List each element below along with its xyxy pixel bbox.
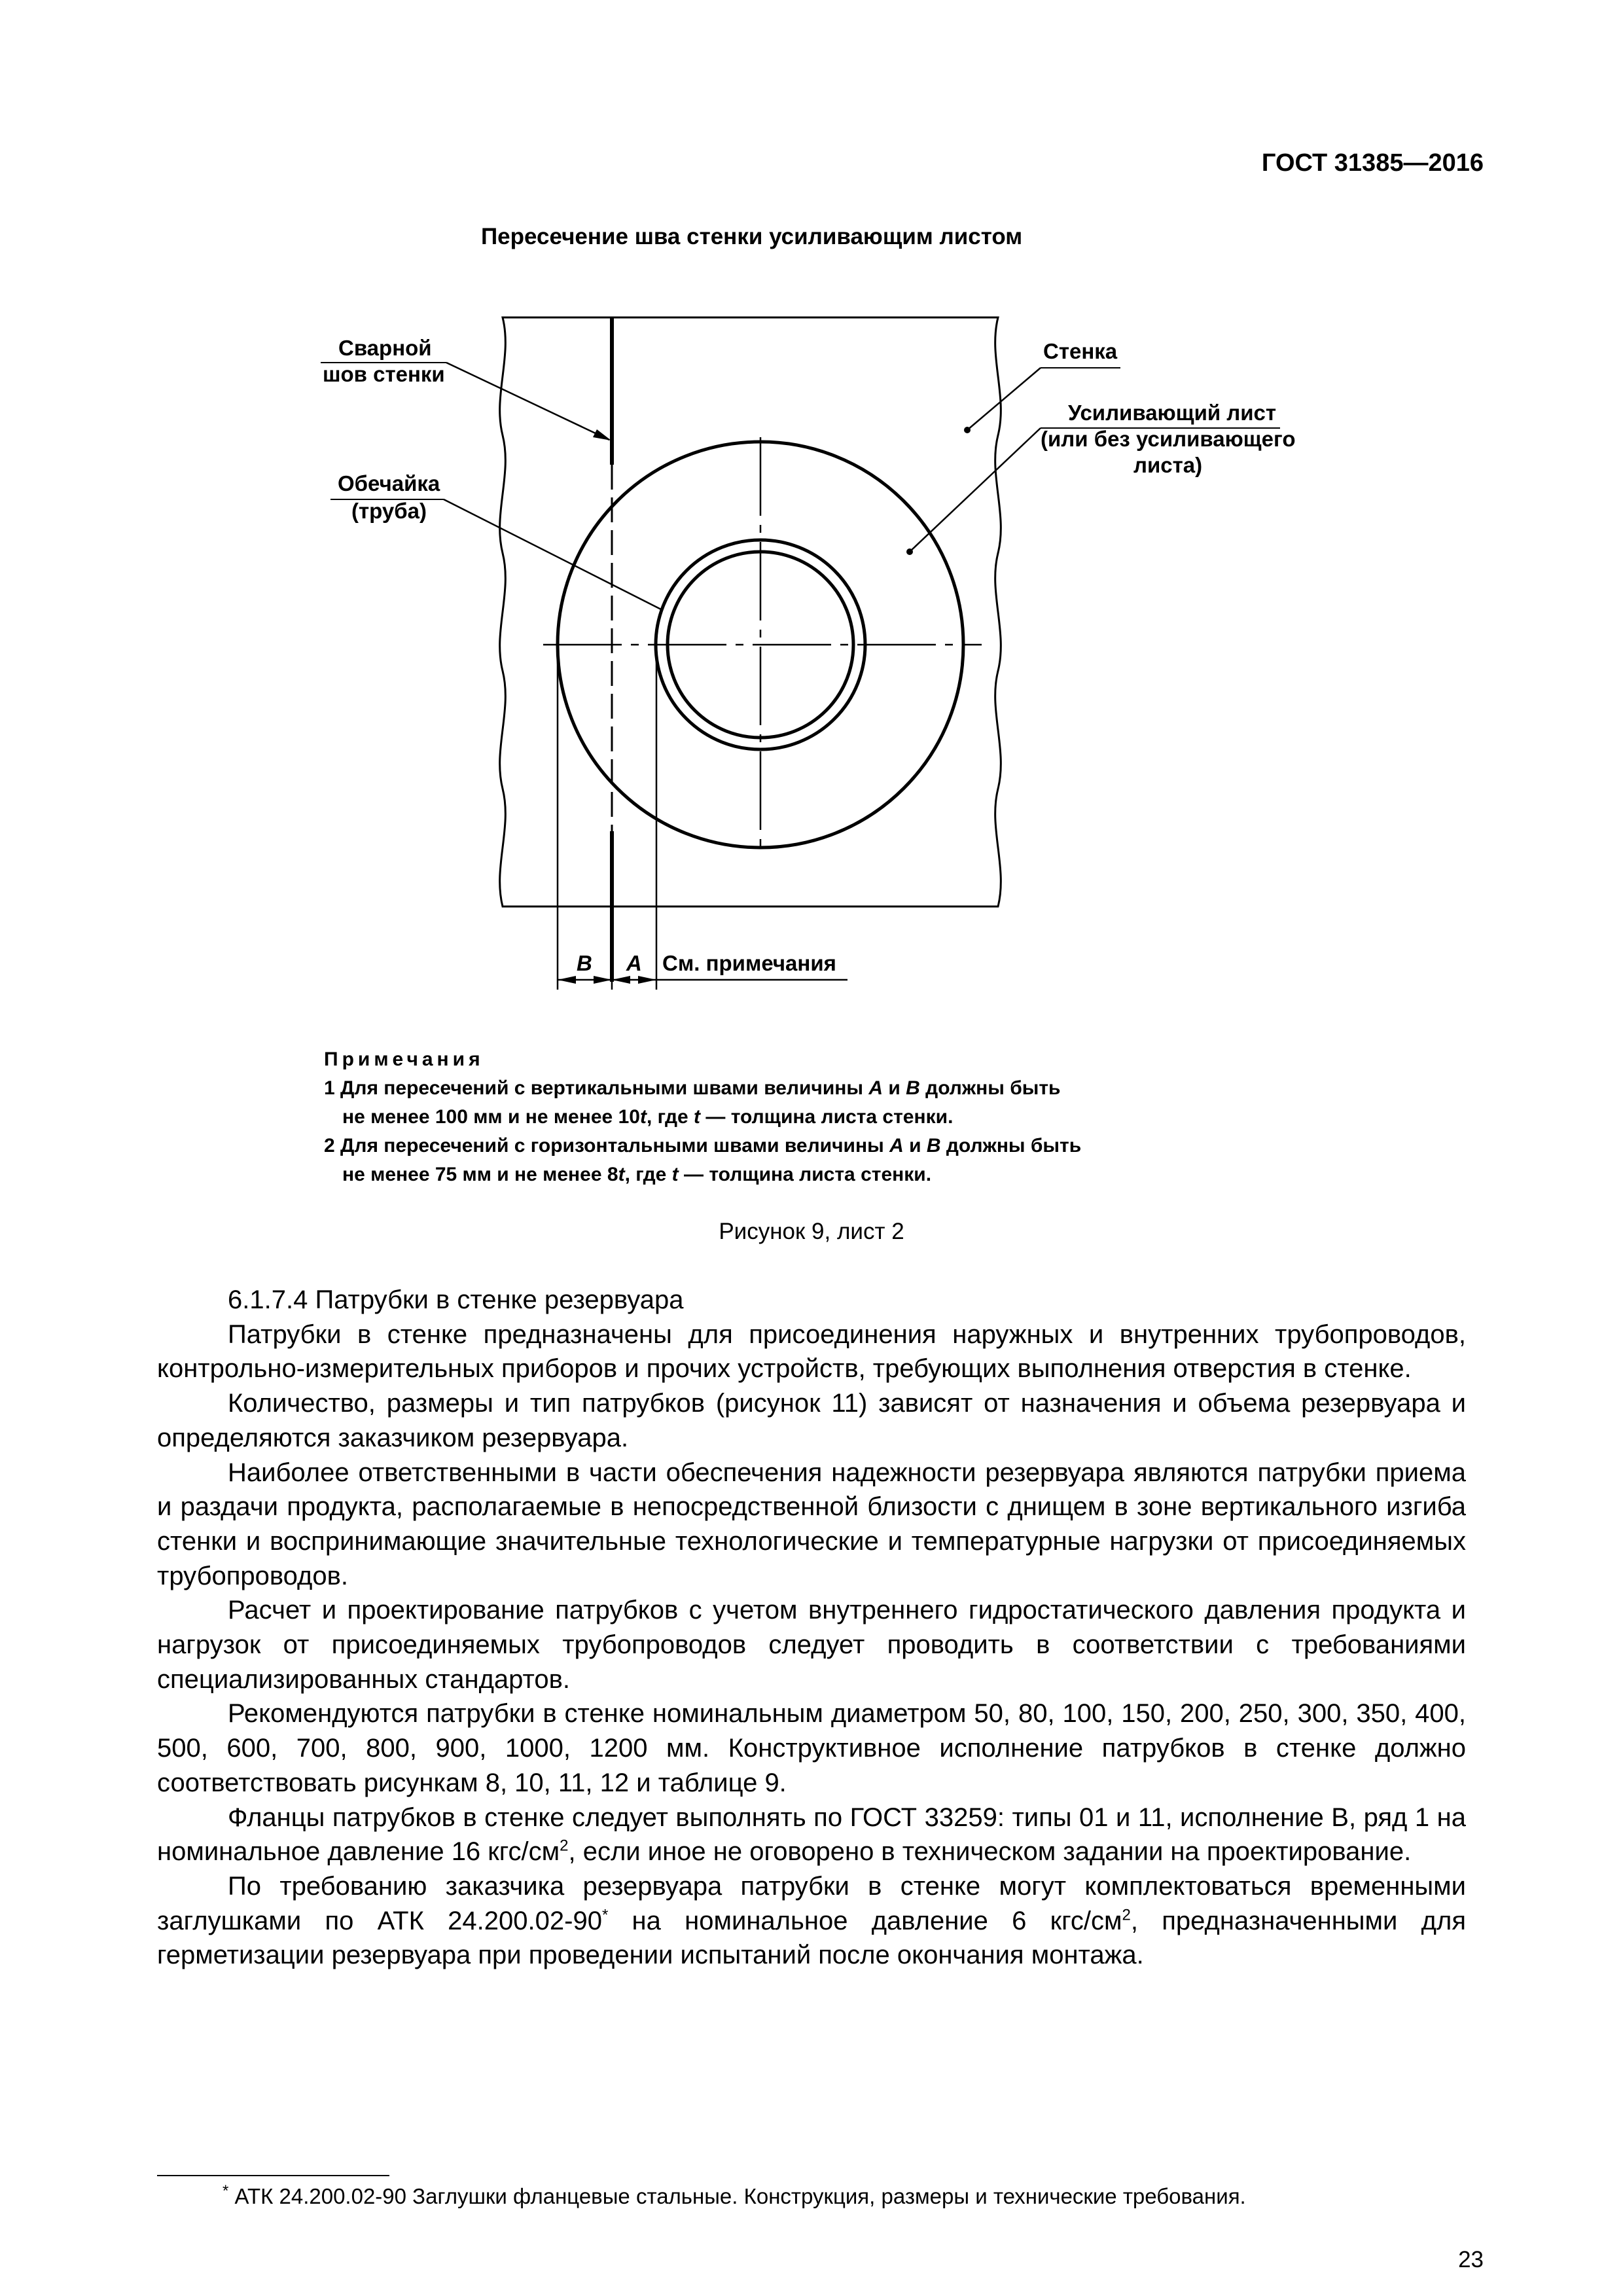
note-2-line-1: 2 Для пересечений с горизонтальными швами величины A и B должны быть [324,1135,1082,1157]
wall-label: Стенка [1043,339,1118,363]
dim-arrow-b-right [594,976,612,984]
plate-label-line2: (или без усиливающего [1041,427,1296,451]
paragraph-7: По требованию заказчика резервуара патрубки в стенке могут комплектоваться временными заглушками по АТК 24.200.02-90* на номинальное давление 6 кгс/$см^2$, предназначенными для герметизации резервуара при проведении испытаний после окончания монтажа. [157,1871,1466,1970]
dim-label-a: A [626,951,642,975]
note-1-line-2: не менее 100 мм и не менее 10t, где t — толщина листа стенки. [342,1106,954,1128]
figure-title: Пересечение шва стенки усиливающим листом [481,224,1023,249]
see-notes-label: См. примечания [662,951,836,975]
paragraph-4: Расчет и проектирование патрубков с учетом внутреннего гидростатического давления продукта и нагрузок от присоединяемых трубопроводов следует проводить в соответствии с требованиями специализированных стандартов. [157,1596,1466,1694]
wall-leader [967,368,1041,430]
plate-label-line1: Усиливающий лист [1068,401,1277,425]
note-1-line-1: 1 Для пересечений с вертикальными швами величины A и B должны быть [324,1077,1061,1099]
footnote-mark: * [223,2182,229,2200]
footnote: * АТК 24.200.02-90 Заглушки фланцевые стальные. Конструкция, размеры и технические требования. [223,2182,1246,2208]
notes-heading: Примечания [324,1049,484,1070]
weld-leader-arrow [593,429,611,440]
wall-leader-dot [964,427,971,433]
shell-leader [444,499,662,610]
wall-sheet-outline [500,317,1001,906]
footnote-separator [157,2175,389,2176]
section-body [157,1283,1466,1973]
weld-leader [446,363,609,440]
dim-arrow-a-right [638,976,656,984]
paragraph-5: Рекомендуются патрубки в стенке номинальным диаметром 50, 80, 100, 150, 200, 250, 300, 350, 400, 500, 600, 700, 800, 900, 1000, 1200 мм. Конструктивное исполнение патрубков в стенке должно соответствовать рисункам 8, 10, 11, 12 и таблице 9. [157,1699,1466,1797]
dim-arrow-b-left [558,976,576,984]
dim-arrow-a-left [612,976,630,984]
plate-leader-dot [906,548,913,555]
paragraph-2: Количество, размеры и тип патрубков (рисунок 11) зависят от назначения и объема резервуара и определяются заказчиком резервуара. [157,1389,1466,1452]
plate-leader [910,428,1041,552]
paragraph-3: Наиболее ответственными в части обеспечения надежности резервуара являются патрубки приема и раздачи продукта, располагаемые в непосредственной близости с днищем в зоне вертикального изгиба стенки и воспринимающие значительные технологические и температурные нагрузки от присоединяемых трубопроводов. [157,1458,1466,1590]
shell-label-line1: Обечайка [338,471,440,495]
page-number: 23 [1458,2247,1484,2272]
paragraph-1: Патрубки в стенке предназначены для присоединения наружных и внутренних трубопроводов, контрольно-измерительных приборов и прочих устройств, требующих выполнения отверстия в стенке. [157,1319,1466,1384]
figure-notes [324,1045,1175,1189]
section-heading: 6.1.7.4 Патрубки в стенке резервуара [228,1285,684,1314]
dim-label-b: B [577,951,592,975]
shell-label-line2: (труба) [351,499,427,523]
standard-header: ГОСТ 31385—2016 [1261,149,1484,177]
note-2-line-2: не менее 75 мм и не менее 8t, где t — толщина листа стенки. [342,1164,932,1185]
figure-caption: Рисунок 9, лист 2 [719,1219,904,1244]
plate-label-line3: листа) [1133,453,1203,477]
weld-label-line1: Сварной [338,336,432,360]
paragraph-6: Фланцы патрубков в стенке следует выполнять по ГОСТ 33259: типы 01 и 11, исполнение В, ряд 1 на номинальное давление 16 кгс/$см^2$, если иное не оговорено в техническом задании на проектирование. [157,1803,1466,1867]
weld-label-line2: шов стенки [323,362,445,386]
